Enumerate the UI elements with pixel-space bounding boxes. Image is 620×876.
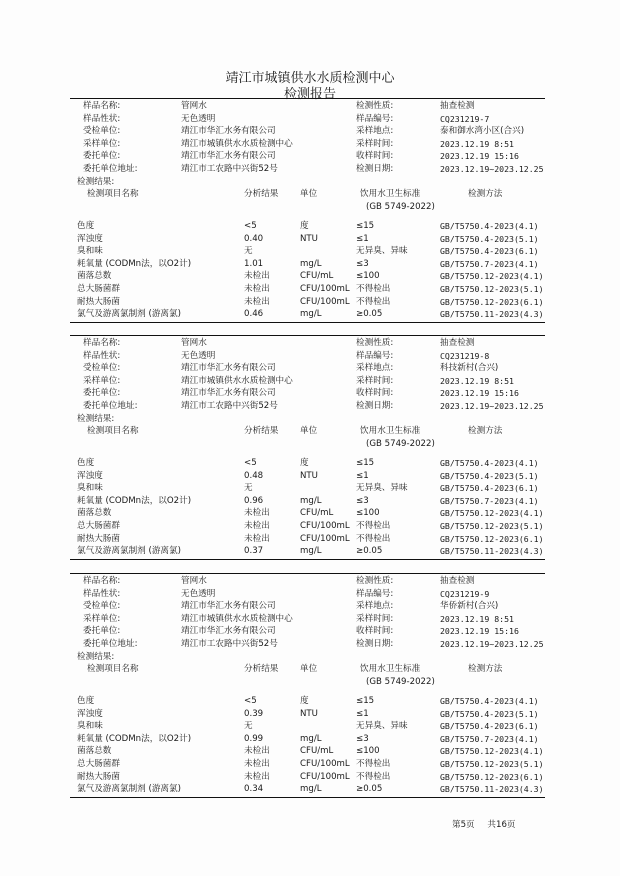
item-name: 耐热大肠菌: [77, 296, 120, 307]
receive-time-label: 收样时间:: [356, 626, 394, 636]
unit-value: CFU/mL: [300, 508, 334, 519]
result-row: [0, 545, 620, 558]
standard-limit: ≤3: [356, 258, 369, 269]
item-name: 浑浊度: [77, 470, 103, 481]
test-method: GB/T5750.12-2023(5.1): [440, 521, 544, 531]
info-row: [0, 400, 620, 413]
result-row: [0, 520, 620, 533]
unit-value: CFU/mL: [300, 746, 334, 757]
col-header-result: 分析结果: [244, 426, 279, 436]
test-method: GB/T5750.12-2023(5.1): [440, 284, 544, 294]
result-row: [0, 296, 620, 309]
sampling-time-value: 2023.12.19 8:51: [440, 375, 514, 386]
item-name: 色度: [77, 221, 95, 231]
unit-value: CFU/100mL: [300, 284, 350, 294]
table-bottom-rule: [70, 797, 545, 798]
item-name: 总大肠菌群: [77, 759, 120, 769]
unit-value: 度: [300, 696, 309, 706]
standard-limit: ≤1: [356, 470, 369, 481]
result-row: [0, 457, 620, 470]
col-header-unit: 单位: [300, 664, 318, 674]
sample-no-value: CQ231219-8: [440, 350, 490, 361]
client-unit-value: 靖江市华汇水务有限公司: [181, 151, 276, 161]
result-row: [0, 733, 620, 746]
result-value: 未检出: [244, 284, 270, 294]
result-row: [0, 258, 620, 271]
item-name: 菌落总数: [77, 271, 112, 282]
test-date-label: 检测日期:: [356, 638, 394, 649]
item-name: 臭和味: [77, 483, 103, 494]
page-total: 共16页: [487, 820, 516, 830]
result-value: 0.40: [244, 233, 264, 244]
item-name: 浑浊度: [77, 233, 103, 244]
test-method: GB/T5750.7-2023(4.1): [440, 258, 539, 269]
sampling-unit-value: 靖江市城镇供水水质检测中心: [181, 138, 293, 149]
result-value: 未检出: [244, 508, 270, 519]
standard-limit: 不得检出: [356, 533, 391, 544]
results-title: 检测结果:: [77, 652, 115, 662]
entrusted-unit-value: 靖江市华汇水务有限公司: [181, 601, 276, 611]
client-address-value: 靖江市工农路中兴街52号: [181, 638, 278, 649]
unit-value: CFU/mL: [300, 271, 334, 282]
result-row: [0, 783, 620, 796]
test-method: GB/T5750.12-2023(6.1): [440, 771, 544, 782]
section-divider: [70, 335, 545, 336]
sampling-site-label: 采样地点:: [356, 601, 394, 611]
col-header-result: 分析结果: [244, 664, 279, 674]
info-row: [0, 100, 620, 113]
client-address-value: 靖江市工农路中兴街52号: [181, 400, 278, 411]
sampling-time-label: 采样时间:: [356, 138, 394, 149]
result-row: [0, 495, 620, 508]
col-header-standard: 饮用水卫生标准: [360, 664, 421, 674]
test-property-label: 检测性质:: [356, 101, 394, 111]
entrusted-unit-label: 受检单位:: [83, 363, 121, 373]
table-bottom-rule: [70, 322, 545, 323]
item-name: 耗氧量 (CODMn法，以O2计): [77, 258, 192, 269]
item-name: 菌落总数: [77, 746, 112, 757]
receive-time-label: 收样时间:: [356, 388, 394, 398]
test-date-value: 2023.12.19~2023.12.25: [440, 163, 544, 174]
result-value: 无: [244, 246, 253, 257]
unit-value: CFU/100mL: [300, 521, 350, 531]
sample-property-value: 无色透明: [181, 588, 216, 599]
entrusted-unit-value: 靖江市华汇水务有限公司: [181, 126, 276, 136]
result-row: [0, 507, 620, 520]
col-header-standard-sub: (GB 5749-2022): [366, 439, 435, 449]
client-unit-label: 委托单位:: [83, 388, 121, 398]
item-name: 氯气及游离氯制剂 (游离氯): [77, 784, 181, 795]
test-date-value: 2023.12.19~2023.12.25: [440, 400, 544, 411]
sampling-time-value: 2023.12.19 8:51: [440, 613, 514, 624]
info-row: [0, 362, 620, 375]
receive-time-value: 2023.12.19 15:16: [440, 626, 519, 636]
standard-limit: ≥0.05: [356, 309, 383, 320]
table-bottom-rule: [70, 559, 545, 560]
unit-value: mg/L: [300, 258, 322, 269]
test-method: GB/T5750.11-2023(4.3): [440, 784, 544, 795]
sample-property-value: 无色透明: [181, 113, 216, 124]
result-value: <5: [244, 696, 257, 706]
result-value: 0.96: [244, 495, 264, 506]
result-value: 1.01: [244, 258, 264, 269]
info-row: [0, 113, 620, 126]
result-value: <5: [244, 221, 257, 231]
test-method: GB/T5750.11-2023(4.3): [440, 546, 544, 557]
results-title: 检测结果:: [77, 177, 115, 187]
result-row: [0, 308, 620, 321]
result-value: 未检出: [244, 533, 270, 544]
result-row: [0, 220, 620, 233]
item-name: 耗氧量 (CODMn法，以O2计): [77, 495, 192, 506]
standard-limit: ≤15: [356, 696, 375, 706]
unit-value: CFU/100mL: [300, 533, 350, 544]
result-value: 0.48: [244, 470, 264, 481]
sample-property-label: 样品性状:: [83, 350, 121, 361]
info-row: [0, 588, 620, 601]
result-row: [0, 720, 620, 733]
section-divider: [70, 573, 545, 574]
result-value: 无: [244, 721, 253, 732]
client-unit-value: 靖江市华汇水务有限公司: [181, 626, 276, 636]
col-header-unit: 单位: [300, 426, 318, 436]
test-property-value: 抽查检测: [440, 101, 475, 111]
item-name: 耐热大肠菌: [77, 771, 120, 782]
standard-limit: ≤1: [356, 233, 369, 244]
unit-value: 度: [300, 458, 309, 468]
standard-limit: ≥0.05: [356, 546, 383, 557]
item-name: 耐热大肠菌: [77, 533, 120, 544]
sampling-site-value: 泰和御水湾小区(合兴): [440, 126, 525, 136]
test-property-value: 抽查检测: [440, 338, 475, 348]
page-footer: [452, 818, 526, 830]
sample-property-label: 样品性状:: [83, 588, 121, 599]
test-method: GB/T5750.4-2023(6.1): [440, 483, 539, 494]
unit-value: NTU: [300, 233, 318, 244]
unit-value: NTU: [300, 708, 318, 719]
sample-no-label: 样品编号:: [356, 350, 394, 361]
results-title: 检测结果:: [77, 414, 115, 424]
item-name: 浑浊度: [77, 708, 103, 719]
result-value: 0.34: [244, 784, 264, 795]
test-method: GB/T5750.12-2023(6.1): [440, 296, 544, 307]
info-row: [0, 150, 620, 163]
sample-property-label: 样品性状:: [83, 113, 121, 124]
col-header-unit: 单位: [300, 189, 318, 199]
test-method: GB/T5750.4-2023(4.1): [440, 458, 539, 468]
item-name: 氯气及游离氯制剂 (游离氯): [77, 309, 181, 320]
sample-no-value: CQ231219-9: [440, 588, 490, 599]
unit-value: mg/L: [300, 546, 322, 557]
sample-name-value: 管网水: [181, 338, 207, 348]
result-value: 未检出: [244, 771, 270, 782]
info-row: [0, 375, 620, 388]
sampling-site-value: 科技新村(合兴): [440, 363, 499, 373]
test-method: GB/T5750.4-2023(4.1): [440, 221, 539, 231]
client-address-value: 靖江市工农路中兴街52号: [181, 163, 278, 174]
sampling-site-label: 采样地点:: [356, 126, 394, 136]
col-header-method: 检测方法: [468, 189, 503, 199]
sample-no-value: CQ231219-7: [440, 113, 490, 124]
item-name: 色度: [77, 458, 95, 468]
standard-limit: ≤100: [356, 271, 380, 282]
result-value: 无: [244, 483, 253, 494]
result-value: 0.46: [244, 309, 264, 320]
unit-value: mg/L: [300, 733, 322, 744]
sample-property-value: 无色透明: [181, 350, 216, 361]
unit-value: mg/L: [300, 784, 322, 795]
test-method: GB/T5750.4-2023(6.1): [440, 721, 539, 732]
standard-limit: 不得检出: [356, 284, 391, 294]
section-divider: [70, 98, 545, 99]
result-value: 未检出: [244, 271, 270, 282]
col-header-standard: 饮用水卫生标准: [360, 189, 421, 199]
result-row: [0, 233, 620, 246]
test-method: GB/T5750.12-2023(6.1): [440, 533, 544, 544]
test-method: GB/T5750.12-2023(4.1): [440, 508, 544, 519]
standard-limit: ≥0.05: [356, 784, 383, 795]
standard-limit: ≤100: [356, 746, 380, 757]
standard-limit: ≤1: [356, 708, 369, 719]
receive-time-label: 收样时间:: [356, 151, 394, 161]
unit-value: NTU: [300, 470, 318, 481]
item-name: 臭和味: [77, 721, 103, 732]
receive-time-value: 2023.12.19 15:16: [440, 388, 519, 398]
sampling-unit-value: 靖江市城镇供水水质检测中心: [181, 613, 293, 624]
entrusted-unit-label: 受检单位:: [83, 126, 121, 136]
unit-value: 度: [300, 221, 309, 231]
col-header-item: 检测项目名称: [87, 426, 139, 436]
col-header-standard: 饮用水卫生标准: [360, 426, 421, 436]
test-date-value: 2023.12.19~2023.12.25: [440, 638, 544, 649]
sampling-time-label: 采样时间:: [356, 375, 394, 386]
sampling-unit-label: 采样单位:: [83, 613, 121, 624]
info-row: [0, 125, 620, 138]
item-name: 耗氧量 (CODMn法，以O2计): [77, 733, 192, 744]
test-property-label: 检测性质:: [356, 576, 394, 586]
result-row: [0, 470, 620, 483]
test-property-value: 抽查检测: [440, 576, 475, 586]
sampling-site-label: 采样地点:: [356, 363, 394, 373]
test-method: GB/T5750.7-2023(4.1): [440, 495, 539, 506]
sample-name-value: 管网水: [181, 101, 207, 111]
test-method: GB/T5750.7-2023(4.1): [440, 733, 539, 744]
result-row: [0, 283, 620, 296]
result-value: 0.99: [244, 733, 264, 744]
info-row: [0, 350, 620, 363]
standard-limit: 不得检出: [356, 771, 391, 782]
client-address-label: 委托单位地址:: [83, 638, 138, 649]
client-address-label: 委托单位地址:: [83, 400, 138, 411]
sample-no-label: 样品编号:: [356, 588, 394, 599]
result-value: 未检出: [244, 759, 270, 769]
test-method: GB/T5750.4-2023(5.1): [440, 233, 539, 244]
result-row: [0, 758, 620, 771]
test-property-label: 检测性质:: [356, 338, 394, 348]
info-row: [0, 613, 620, 626]
col-header-method: 检测方法: [468, 426, 503, 436]
client-address-label: 委托单位地址:: [83, 163, 138, 174]
sampling-unit-label: 采样单位:: [83, 375, 121, 386]
standard-limit: 不得检出: [356, 296, 391, 307]
result-value: 未检出: [244, 296, 270, 307]
page-number: 第5页: [452, 820, 475, 830]
test-date-label: 检测日期:: [356, 163, 394, 174]
info-row: [0, 638, 620, 651]
test-method: GB/T5750.4-2023(4.1): [440, 696, 539, 706]
unit-value: CFU/100mL: [300, 771, 350, 782]
result-row: [0, 533, 620, 546]
entrusted-unit-label: 受检单位:: [83, 601, 121, 611]
col-header-item: 检测项目名称: [87, 189, 139, 199]
standard-limit: ≤3: [356, 495, 369, 506]
info-row: [0, 625, 620, 638]
item-name: 臭和味: [77, 246, 103, 257]
standard-limit: 无异臭、异味: [356, 246, 408, 257]
result-row: [0, 482, 620, 495]
col-header-method: 检测方法: [468, 664, 503, 674]
info-row: [0, 138, 620, 151]
standard-limit: 不得检出: [356, 521, 391, 531]
standard-limit: ≤100: [356, 508, 380, 519]
sampling-unit-label: 采样单位:: [83, 138, 121, 149]
test-method: GB/T5750.4-2023(5.1): [440, 708, 539, 719]
test-method: GB/T5750.11-2023(4.3): [440, 309, 544, 320]
test-method: GB/T5750.12-2023(5.1): [440, 759, 544, 769]
result-row: [0, 771, 620, 784]
info-row: [0, 163, 620, 176]
sampling-site-value: 华侨新村(合兴): [440, 601, 499, 611]
sampling-time-value: 2023.12.19 8:51: [440, 138, 514, 149]
item-name: 色度: [77, 696, 95, 706]
info-row: [0, 337, 620, 350]
result-value: 未检出: [244, 746, 270, 757]
test-method: GB/T5750.4-2023(6.1): [440, 246, 539, 257]
unit-value: mg/L: [300, 495, 322, 506]
test-method: GB/T5750.12-2023(4.1): [440, 746, 544, 757]
standard-limit: ≤3: [356, 733, 369, 744]
report-title: 检测报告: [283, 87, 336, 102]
result-value: 未检出: [244, 521, 270, 531]
unit-value: mg/L: [300, 309, 322, 320]
test-method: GB/T5750.4-2023(5.1): [440, 470, 539, 481]
client-unit-label: 委托单位:: [83, 626, 121, 636]
result-row: [0, 245, 620, 258]
sampling-unit-value: 靖江市城镇供水水质检测中心: [181, 375, 293, 386]
sample-name-label: 样品名称:: [83, 338, 121, 348]
info-row: [0, 600, 620, 613]
item-name: 氯气及游离氯制剂 (游离氯): [77, 546, 181, 557]
client-unit-value: 靖江市华汇水务有限公司: [181, 388, 276, 398]
result-value: 0.37: [244, 546, 264, 557]
org-title: 靖江市城镇供水水质检测中心: [225, 71, 395, 86]
item-name: 菌落总数: [77, 508, 112, 519]
standard-limit: ≤15: [356, 221, 375, 231]
info-row: [0, 575, 620, 588]
result-value: <5: [244, 458, 257, 468]
sample-no-label: 样品编号:: [356, 113, 394, 124]
result-row: [0, 270, 620, 283]
standard-limit: ≤15: [356, 458, 375, 468]
test-date-label: 检测日期:: [356, 400, 394, 411]
result-row: [0, 695, 620, 708]
sample-name-label: 样品名称:: [83, 101, 121, 111]
receive-time-value: 2023.12.19 15:16: [440, 151, 519, 161]
unit-value: CFU/100mL: [300, 296, 350, 307]
col-header-standard-sub: (GB 5749-2022): [366, 677, 435, 687]
standard-limit: 无异臭、异味: [356, 721, 408, 732]
sample-name-value: 管网水: [181, 576, 207, 586]
item-name: 总大肠菌群: [77, 284, 120, 294]
info-row: [0, 387, 620, 400]
result-row: [0, 745, 620, 758]
standard-limit: 无异臭、异味: [356, 483, 408, 494]
col-header-item: 检测项目名称: [87, 664, 139, 674]
client-unit-label: 委托单位:: [83, 151, 121, 161]
sampling-time-label: 采样时间:: [356, 613, 394, 624]
item-name: 总大肠菌群: [77, 521, 120, 531]
col-header-standard-sub: (GB 5749-2022): [366, 202, 435, 212]
standard-limit: 不得检出: [356, 759, 391, 769]
test-method: GB/T5750.12-2023(4.1): [440, 271, 544, 282]
unit-value: CFU/100mL: [300, 759, 350, 769]
entrusted-unit-value: 靖江市华汇水务有限公司: [181, 363, 276, 373]
result-row: [0, 708, 620, 721]
sample-name-label: 样品名称:: [83, 576, 121, 586]
col-header-result: 分析结果: [244, 189, 279, 199]
result-value: 0.39: [244, 708, 264, 719]
